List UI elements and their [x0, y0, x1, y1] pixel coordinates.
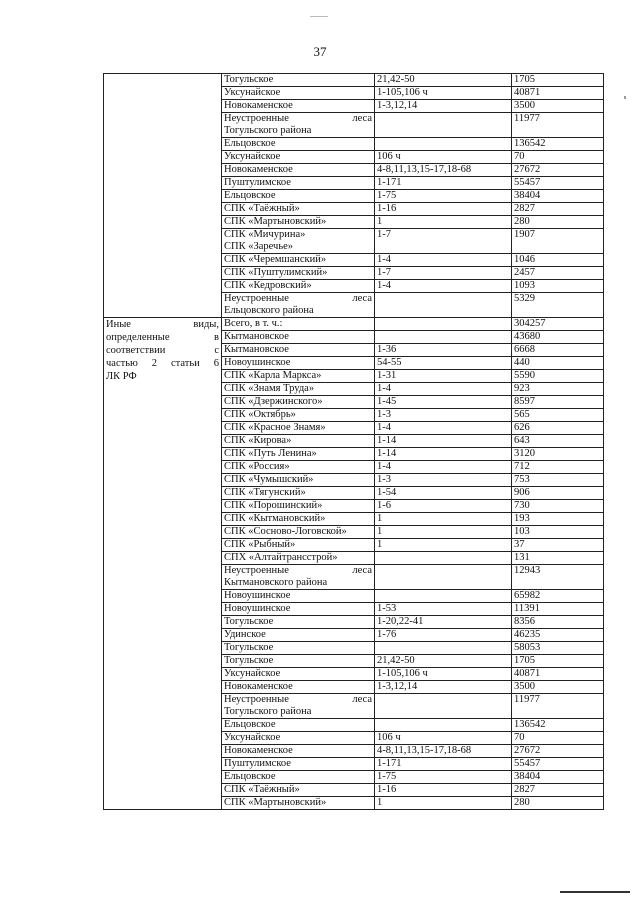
forestry-name: Новокаменское	[224, 164, 293, 175]
forestry-name: СПК «Знамя Труда»	[224, 383, 315, 394]
forestry-name: СПК «Сосново-Логовской»	[224, 526, 347, 537]
forestry-name: Ельцовское	[224, 719, 276, 730]
area-cell: 40871	[512, 668, 604, 681]
quarter-numbers-cell: 21,42-50	[375, 74, 512, 87]
quarter-numbers-cell	[375, 590, 512, 603]
forestry-name: СПК «Мартыновский»	[224, 797, 327, 808]
forestry-name-cell	[222, 164, 375, 177]
forestry-name: СПК «Таёжный»	[224, 203, 300, 214]
forestry-name-cell	[222, 629, 375, 642]
quarter-numbers-cell	[375, 565, 512, 590]
forestry-name: Новокаменское	[224, 745, 293, 756]
area-cell: 58053	[512, 642, 604, 655]
area-cell: 27672	[512, 164, 604, 177]
quarter-numbers-cell: 106 ч	[375, 732, 512, 745]
forestry-name-cell	[222, 474, 375, 487]
forestry-name: СПК «Рыбный»	[224, 539, 296, 550]
area-cell: 27672	[512, 745, 604, 758]
area-cell: 193	[512, 513, 604, 526]
quarter-numbers-cell: 54-55	[375, 357, 512, 370]
quarter-numbers-cell: 1-16	[375, 203, 512, 216]
forestry-name: СПК «Пуштулимский»	[224, 267, 328, 278]
forestry-name-cell	[222, 370, 375, 383]
forestry-name-cell	[222, 113, 375, 138]
forestry-name-cell	[222, 293, 375, 318]
forestry-name: Новокаменское	[224, 681, 293, 692]
area-cell: 1093	[512, 280, 604, 293]
forestry-name: СПК «Мичурина»	[224, 229, 306, 240]
forestry-name: Ельцовское	[224, 138, 276, 149]
quarter-numbers-cell: 1-6	[375, 500, 512, 513]
quarter-numbers-cell: 1-7	[375, 229, 512, 254]
forestry-name-cell	[222, 603, 375, 616]
forestry-name: Новоушинское	[224, 357, 291, 368]
category-label-line: Иные виды,	[106, 319, 219, 330]
area-cell: 3120	[512, 448, 604, 461]
forestry-name: СПК «Тягунский»	[224, 487, 306, 498]
forestry-name-cell	[222, 203, 375, 216]
area-cell: 38404	[512, 771, 604, 784]
forestry-name: Пуштулимское	[224, 177, 291, 188]
forestry-name: Пуштулимское	[224, 758, 291, 769]
forestry-name: СПК «Таёжный»	[224, 784, 300, 795]
area-cell: 65982	[512, 590, 604, 603]
forestry-name: Ельцовского района	[224, 305, 314, 316]
area-cell: 46235	[512, 629, 604, 642]
area-cell: 136542	[512, 138, 604, 151]
forestry-name: Тогульского района	[224, 125, 312, 136]
forestry-name: СПХ «Алтайтрансстрой»	[224, 552, 338, 563]
forestry-name: Уксунайское	[224, 87, 281, 98]
forestry-name-cell	[222, 771, 375, 784]
quarter-numbers-cell	[375, 331, 512, 344]
forestry-name-cell	[222, 745, 375, 758]
quarter-numbers-cell: 1-20,22-41	[375, 616, 512, 629]
forestry-name: Кытмановского района	[224, 577, 328, 588]
quarter-numbers-cell: 106 ч	[375, 151, 512, 164]
forestry-name-cell	[222, 254, 375, 267]
forestry-name-cell	[222, 383, 375, 396]
area-cell: 8597	[512, 396, 604, 409]
forestry-name-cell	[222, 461, 375, 474]
forestry-name-cell	[222, 177, 375, 190]
forestry-name-cell	[222, 655, 375, 668]
category-label-line: частью 2 статьи 6	[106, 358, 219, 369]
quarter-numbers-cell	[375, 293, 512, 318]
forestry-name-cell	[222, 331, 375, 344]
area-cell: 1046	[512, 254, 604, 267]
quarter-numbers-cell	[375, 138, 512, 151]
forestry-name: Удинское	[224, 629, 266, 640]
forestry-name-cell	[222, 681, 375, 694]
area-cell: 3500	[512, 681, 604, 694]
quarter-numbers-cell: 1	[375, 539, 512, 552]
area-cell: 40871	[512, 87, 604, 100]
category-cell	[104, 318, 222, 810]
forestry-name-cell	[222, 280, 375, 293]
forestry-name: Неустроенные леса	[224, 293, 372, 304]
forestry-name: СПК «Путь Ленина»	[224, 448, 317, 459]
area-cell: 304257	[512, 318, 604, 331]
quarter-numbers-cell: 1-76	[375, 629, 512, 642]
area-cell: 37	[512, 539, 604, 552]
forestry-name-cell	[222, 318, 375, 331]
forestry-name: СПК «Черемшанский»	[224, 254, 327, 265]
area-cell: 280	[512, 216, 604, 229]
area-cell: 2457	[512, 267, 604, 280]
quarter-numbers-cell: 1	[375, 797, 512, 810]
forestry-name-cell	[222, 190, 375, 203]
quarter-numbers-cell	[375, 318, 512, 331]
forestry-name: СПК «Красное Знамя»	[224, 422, 326, 433]
area-cell: 70	[512, 151, 604, 164]
forestry-name-cell	[222, 719, 375, 732]
area-cell: 103	[512, 526, 604, 539]
category-cell-empty	[104, 74, 222, 318]
forestry-name-cell	[222, 396, 375, 409]
quarter-numbers-cell: 1-171	[375, 177, 512, 190]
quarter-numbers-cell: 1	[375, 526, 512, 539]
forestry-name-cell	[222, 513, 375, 526]
quarter-numbers-cell: 1-53	[375, 603, 512, 616]
forestry-name-cell	[222, 344, 375, 357]
quarter-numbers-cell: 1-3,12,14	[375, 681, 512, 694]
forestry-name-cell	[222, 409, 375, 422]
forestry-name: СПК «Заречье»	[224, 241, 294, 252]
forestry-name: Тогульское	[224, 74, 274, 85]
forestry-name: Всего, в т. ч.:	[224, 318, 283, 329]
category-label-line: соответствии с	[106, 345, 219, 356]
quarter-numbers-cell: 1-16	[375, 784, 512, 797]
forestry-name: Уксунайское	[224, 732, 281, 743]
forestry-name-cell	[222, 552, 375, 565]
area-cell: 1705	[512, 74, 604, 87]
forestry-name-cell	[222, 732, 375, 745]
forestry-name-cell	[222, 694, 375, 719]
quarter-numbers-cell: 1-75	[375, 190, 512, 203]
quarter-numbers-cell: 1-3	[375, 409, 512, 422]
forestry-name: Ельцовское	[224, 190, 276, 201]
quarter-numbers-cell: 1-31	[375, 370, 512, 383]
forestry-name: СПК «Октябрь»	[224, 409, 296, 420]
quarter-numbers-cell: 1	[375, 513, 512, 526]
area-cell: 280	[512, 797, 604, 810]
area-cell: 3500	[512, 100, 604, 113]
quarter-numbers-cell: 1-36	[375, 344, 512, 357]
forestry-name: Тогульского района	[224, 706, 312, 717]
forestry-name-cell	[222, 668, 375, 681]
area-cell: 136542	[512, 719, 604, 732]
quarter-numbers-cell: 1-4	[375, 383, 512, 396]
area-cell: 1907	[512, 229, 604, 254]
area-cell: 8356	[512, 616, 604, 629]
forestry-name-cell	[222, 267, 375, 280]
area-cell: 643	[512, 435, 604, 448]
forestry-name: Неустроенные леса	[224, 565, 372, 576]
area-cell: 12943	[512, 565, 604, 590]
area-cell: 565	[512, 409, 604, 422]
area-cell: 131	[512, 552, 604, 565]
forestry-name-cell	[222, 539, 375, 552]
quarter-numbers-cell	[375, 552, 512, 565]
quarter-numbers-cell: 1-105,106 ч	[375, 668, 512, 681]
forestry-name: Ельцовское	[224, 771, 276, 782]
area-cell: 626	[512, 422, 604, 435]
page-number: 37	[313, 44, 327, 59]
forestry-name: Новоушинское	[224, 603, 291, 614]
forestry-name: Уксунайское	[224, 151, 281, 162]
scan-artifact	[624, 96, 626, 99]
forestry-name: Тогульское	[224, 616, 274, 627]
forestry-name: СПК «Кытмановский»	[224, 513, 326, 524]
forestry-name-cell	[222, 216, 375, 229]
quarter-numbers-cell: 1-3,12,14	[375, 100, 512, 113]
category-label-line: определенные в	[106, 332, 219, 343]
forestry-name: СПК «Дзержинского»	[224, 396, 323, 407]
forestry-name: СПК «Россия»	[224, 461, 290, 472]
forestry-name-cell	[222, 797, 375, 810]
forestry-name-cell	[222, 758, 375, 771]
quarter-numbers-cell: 1-3	[375, 474, 512, 487]
area-cell: 906	[512, 487, 604, 500]
area-cell: 440	[512, 357, 604, 370]
forestry-name: Новоушинское	[224, 590, 291, 601]
area-cell: 730	[512, 500, 604, 513]
forestry-name: СПК «Чумышский»	[224, 474, 314, 485]
table-row	[104, 74, 604, 87]
quarter-numbers-cell	[375, 113, 512, 138]
forestry-name-cell	[222, 151, 375, 164]
quarter-numbers-cell: 1-75	[375, 771, 512, 784]
forestry-name-cell	[222, 565, 375, 590]
area-cell: 11391	[512, 603, 604, 616]
forestry-name: СПК «Мартыновский»	[224, 216, 327, 227]
scan-artifact	[560, 891, 630, 893]
quarter-numbers-cell	[375, 694, 512, 719]
forestry-name-cell	[222, 487, 375, 500]
forestry-name: СПК «Кедровский»	[224, 280, 312, 291]
forestry-name: Тогульское	[224, 655, 274, 666]
area-cell: 38404	[512, 190, 604, 203]
quarter-numbers-cell: 1-54	[375, 487, 512, 500]
quarter-numbers-cell: 1-4	[375, 280, 512, 293]
quarter-numbers-cell: 1-45	[375, 396, 512, 409]
forestry-name-cell	[222, 74, 375, 87]
quarter-numbers-cell: 1	[375, 216, 512, 229]
quarter-numbers-cell: 4-8,11,13,15-17,18-68	[375, 745, 512, 758]
area-cell: 43680	[512, 331, 604, 344]
forestry-name-cell	[222, 87, 375, 100]
quarter-numbers-cell: 1-4	[375, 461, 512, 474]
area-cell: 70	[512, 732, 604, 745]
forestry-name: Неустроенные леса	[224, 694, 372, 705]
area-cell: 55457	[512, 758, 604, 771]
area-cell: 923	[512, 383, 604, 396]
area-cell: 6668	[512, 344, 604, 357]
area-cell: 11977	[512, 113, 604, 138]
quarter-numbers-cell: 1-14	[375, 435, 512, 448]
forestry-name-cell	[222, 100, 375, 113]
table-row	[104, 318, 604, 331]
forestry-name: СПК «Карла Маркса»	[224, 370, 322, 381]
forestry-name: Тогульское	[224, 642, 274, 653]
forestry-name-cell	[222, 590, 375, 603]
area-cell: 1705	[512, 655, 604, 668]
forestry-name-cell	[222, 229, 375, 254]
forestry-name-cell	[222, 500, 375, 513]
forestry-name: Кытмановское	[224, 344, 289, 355]
quarter-numbers-cell: 1-4	[375, 254, 512, 267]
quarter-numbers-cell: 1-4	[375, 422, 512, 435]
quarter-numbers-cell: 1-105,106 ч	[375, 87, 512, 100]
area-cell: 5590	[512, 370, 604, 383]
quarter-numbers-cell: 1-171	[375, 758, 512, 771]
forest-table	[103, 73, 604, 810]
forestry-name: Новокаменское	[224, 100, 293, 111]
forestry-name-cell	[222, 526, 375, 539]
forestry-name-cell	[222, 435, 375, 448]
forestry-name-cell	[222, 422, 375, 435]
area-cell: 55457	[512, 177, 604, 190]
quarter-numbers-cell: 1-7	[375, 267, 512, 280]
area-cell: 5329	[512, 293, 604, 318]
area-cell: 712	[512, 461, 604, 474]
quarter-numbers-cell	[375, 719, 512, 732]
quarter-numbers-cell	[375, 642, 512, 655]
area-cell: 11977	[512, 694, 604, 719]
forestry-name-cell	[222, 616, 375, 629]
forestry-name: СПК «Порошинский»	[224, 500, 323, 511]
category-label-line: ЛК РФ	[106, 371, 137, 382]
quarter-numbers-cell: 1-14	[375, 448, 512, 461]
forestry-name: СПК «Кирова»	[224, 435, 292, 446]
forestry-name: Уксунайское	[224, 668, 281, 679]
forestry-name-cell	[222, 784, 375, 797]
forestry-name-cell	[222, 357, 375, 370]
forestry-name-cell	[222, 448, 375, 461]
forestry-name: Кытмановское	[224, 331, 289, 342]
area-cell: 2827	[512, 784, 604, 797]
forestry-name: Неустроенные леса	[224, 113, 372, 124]
scan-artifact	[310, 16, 328, 17]
forestry-name-cell	[222, 138, 375, 151]
forestry-name-cell	[222, 642, 375, 655]
area-cell: 753	[512, 474, 604, 487]
area-cell: 2827	[512, 203, 604, 216]
quarter-numbers-cell: 21,42-50	[375, 655, 512, 668]
quarter-numbers-cell: 4-8,11,13,15-17,18-68	[375, 164, 512, 177]
